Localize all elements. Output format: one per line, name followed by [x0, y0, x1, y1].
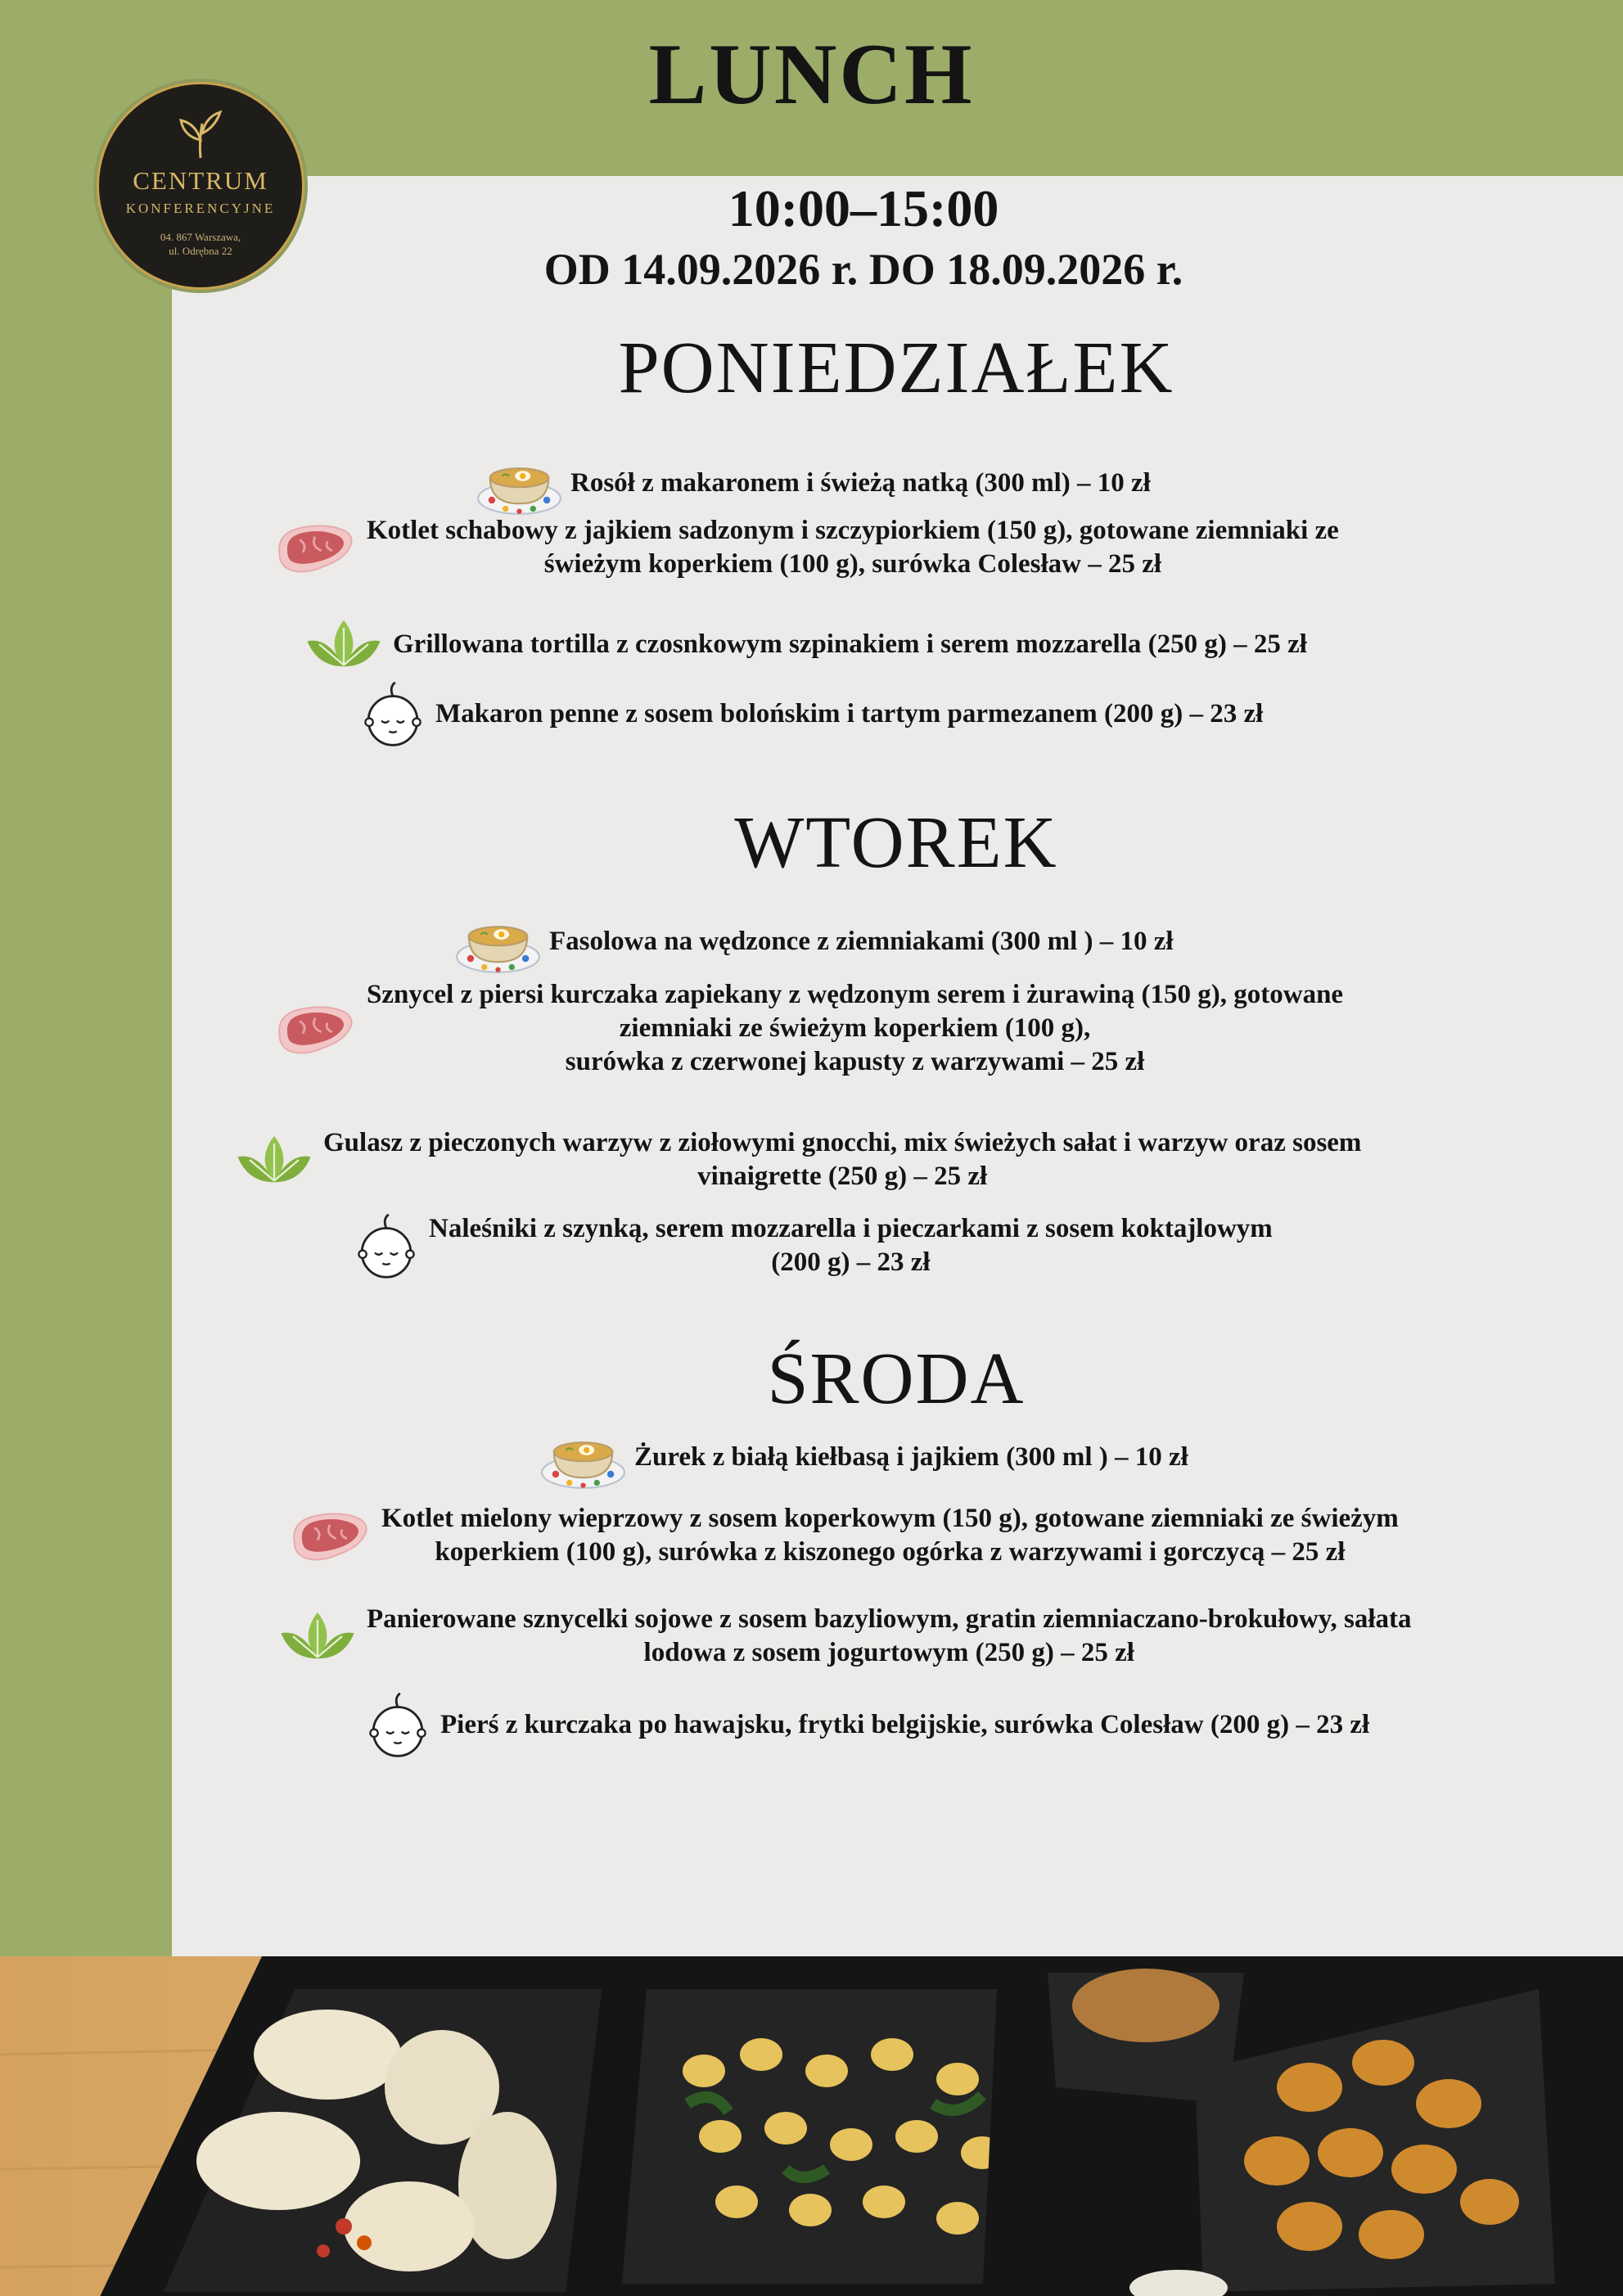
- dish-line: Pierś z kurczaka po hawajsku, frytki belgijskie, surówka Colesław (200 g) – 23 zł: [440, 1709, 1370, 1739]
- dish-item: [476, 449, 1151, 517]
- dish-text: [381, 1502, 1399, 1569]
- dish-line: Makaron penne z sosem bolońskim i tartym parmezanem (200 g) – 23 zł: [435, 698, 1264, 728]
- soup-bowl-icon: [540, 1423, 626, 1491]
- dish-line: Żurek z białą kiełbasą i jajkiem (300 ml ) – 10 zł: [634, 1441, 1188, 1472]
- dish-line: świeżym koperkiem (100 g), surówka Colesław – 25 zł: [543, 549, 1162, 579]
- dish-line: Kotlet mielony wieprzowy z sosem koperkowym (150 g), gotowane ziemniaki ze świeżym: [381, 1504, 1399, 1533]
- day-heading-wednesday: ŚRODA: [767, 1338, 1026, 1419]
- dish-text: [393, 628, 1307, 661]
- food-photo: [0, 1956, 1623, 2296]
- vegetarian-leaf-icon: [233, 1130, 315, 1190]
- vegetarian-leaf-icon: [277, 1606, 358, 1667]
- soup-bowl-icon: [476, 449, 562, 517]
- dish-line: surówka z czerwonej kapusty z warzywami – 25 zł: [565, 1047, 1145, 1076]
- dish-item: [288, 1502, 1399, 1569]
- dish-line: Panierowane sznycelki sojowe z sosem bazyliowym, gratin ziemniaczano-brokułowy, sałata: [367, 1604, 1412, 1634]
- dish-text: [440, 1708, 1369, 1742]
- meat-steak-icon: [288, 1503, 373, 1568]
- dish-text: [367, 1603, 1412, 1670]
- dish-item: [277, 1603, 1412, 1670]
- dish-line: Grillowana tortilla z czosnkowym szpinakiem i serem mozzarella (250 g) – 25 zł: [393, 629, 1307, 659]
- dish-line: Rosół z makaronem i świeżą natką (300 ml) – 10 zł: [570, 467, 1151, 498]
- dish-item: [358, 679, 1263, 748]
- dish-line: Naleśniki z szynką, serem mozzarella i pieczarkami z sosem koktajlowym: [429, 1214, 1273, 1243]
- dish-line: ziemniaki ze świeżym koperkiem (100 g),: [619, 1013, 1091, 1043]
- meat-steak-icon: [273, 996, 358, 1062]
- dish-line: Sznycel z piersi kurczaka zapiekany z wędzonym serem i żurawiną (150 g), gotowane: [367, 980, 1344, 1009]
- dish-text: [367, 978, 1343, 1079]
- child-face-icon: [352, 1211, 421, 1280]
- dish-line: koperkiem (100 g), surówka z kiszonego ogórka z warzywami i gorczycą – 25 zł: [435, 1537, 1346, 1567]
- dish-item: [233, 1126, 1361, 1193]
- dish-text: [549, 925, 1174, 959]
- dish-text: [429, 1212, 1273, 1279]
- day-heading-tuesday: WTOREK: [734, 802, 1058, 883]
- dish-text: [435, 697, 1263, 731]
- child-face-icon: [358, 679, 427, 748]
- dish-line: Gulasz z pieczonych warzyw z ziołowymi gnocchi, mix świeżych sałat i warzyw oraz sosem: [323, 1128, 1362, 1157]
- opening-hours: 10:00–15:00: [728, 179, 999, 237]
- dish-item: [363, 1690, 1369, 1759]
- dish-text: [367, 514, 1339, 581]
- dish-line: (200 g) – 23 zł: [771, 1247, 931, 1277]
- logo-address-line: ul. Odrębna 22: [169, 245, 232, 257]
- meat-steak-icon: [273, 515, 358, 580]
- potatoes-tray: [982, 1956, 1623, 2296]
- logo-subtitle: KONFERENCYJNE: [125, 201, 276, 216]
- dish-item: [273, 514, 1339, 581]
- dish-text: [570, 467, 1151, 500]
- dish-line: vinaigrette (250 g) – 25 zł: [697, 1162, 988, 1191]
- child-face-icon: [363, 1690, 432, 1759]
- dish-line: Fasolowa na wędzonce z ziemniakami (300 ml ) – 10 zł: [549, 926, 1174, 956]
- day-heading-monday: PONIEDZIAŁEK: [618, 327, 1174, 408]
- logo-address-line: 04. 867 Warszawa,: [160, 231, 241, 243]
- logo-name: CENTRUM: [133, 166, 268, 195]
- dish-item: [273, 978, 1343, 1079]
- dish-item: [540, 1423, 1188, 1491]
- page-title: LUNCH: [648, 26, 975, 122]
- soup-bowl-icon: [455, 907, 541, 976]
- dish-item: [352, 1211, 1273, 1280]
- dish-text: [323, 1126, 1361, 1193]
- date-range: OD 14.09.2026 r. DO 18.09.2026 r.: [543, 245, 1183, 294]
- dish-line: lodowa z sosem jogurtowym (250 g) – 25 zł: [643, 1638, 1134, 1667]
- vegetarian-leaf-icon: [303, 614, 385, 674]
- dish-text: [634, 1441, 1188, 1474]
- dish-item: [455, 907, 1174, 976]
- dish-item: [303, 614, 1307, 674]
- dish-line: Kotlet schabowy z jajkiem sadzonym i szczypiorkiem (150 g), gotowane ziemniaki ze: [367, 516, 1339, 545]
